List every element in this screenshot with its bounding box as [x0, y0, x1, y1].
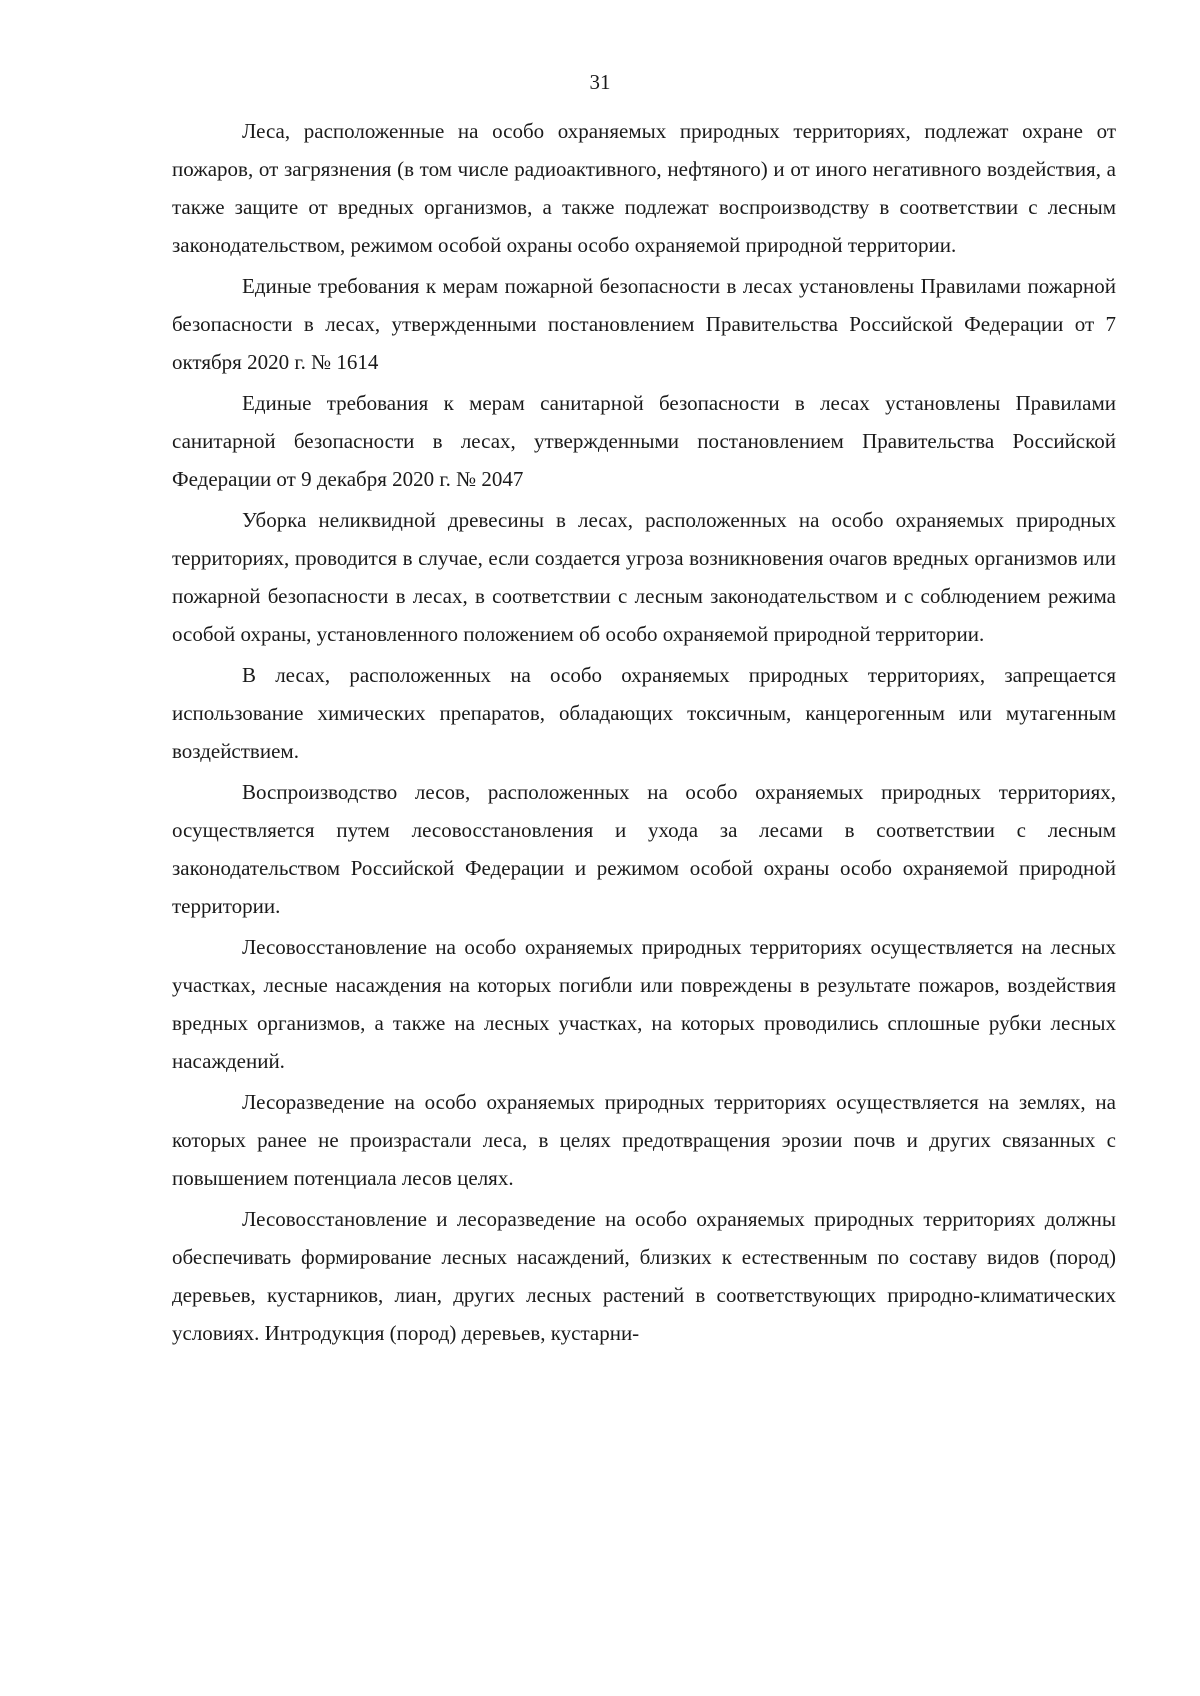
paragraph-afforestation: Лесоразведение на особо охраняемых природных территориях осуществляется на землях, на которых ранее не произрастали леса, в целях предотвращения эрозии почв и других связанных с повышением потенциала лесов целях.	[172, 1090, 1116, 1190]
paragraph-forest-reproduction: Воспроизводство лесов, расположенных на особо охраняемых природных территориях, осуществляется путем лесовосстановления и ухода за лесами в соответствии с лесным законодательством Российской Федерации и режимом особой охраны особо охраняемой природной территории.	[172, 780, 1116, 918]
paragraph-species-composition: Лесовосстановление и лесоразведение на особо охраняемых природных территориях должны обеспечивать формирование лесных насаждений, близких к естественным по составу видов (пород) деревьев, кустарников, лиан, других лесных растений в соответствующих природно-климатических условиях. Интродукция (пород) деревьев, кустарни-	[172, 1207, 1116, 1345]
paragraph-fire-safety-rules: Единые требования к мерам пожарной безопасности в лесах установлены Правилами пожарной безопасности в лесах, утвержденными постановлением Правительства Российской Федерации от 7 октября 2020 г. № 1614	[172, 274, 1116, 374]
paragraph-reforestation: Лесовосстановление на особо охраняемых природных территориях осуществляется на лесных участках, лесные насаждения на которых погибли или повреждены в результате пожаров, воздействия вредных организмов, а также на лесных участках, на которых проводились сплошные рубки лесных насаждений.	[172, 935, 1116, 1073]
page-number: 31	[589, 70, 611, 94]
paragraph-sanitary-safety-rules: Единые требования к мерам санитарной безопасности в лесах установлены Правилами санитарной безопасности в лесах, утвержденными постановлением Правительства Российской Федерации от 9 декабря 2020 г. № 2047	[172, 391, 1116, 491]
paragraph-protection: Леса, расположенные на особо охраняемых природных территориях, подлежат охране от пожаров, от загрязнения (в том числе радиоактивного, нефтяного) и от иного негативного воздействия, а также защите от вредных организмов, а также подлежат воспроизводству в соответствии с лесным законодательством, режимом особой охраны особо охраняемой природной территории.	[172, 119, 1116, 257]
paragraph-chemical-prohibition: В лесах, расположенных на особо охраняемых природных территориях, запрещается использование химических препаратов, обладающих токсичным, канцерогенным или мутагенным воздействием.	[172, 663, 1116, 763]
document-body	[172, 112, 1116, 1355]
paragraph-deadwood-cleanup: Уборка неликвидной древесины в лесах, расположенных на особо охраняемых природных территориях, проводится в случае, если создается угроза возникновения очагов вредных организмов или пожарной безопасности в лесах, в соответствии с лесным законодательством и с соблюдением режима особой охраны, установленного положением об особо охраняемой природной территории.	[172, 508, 1116, 646]
